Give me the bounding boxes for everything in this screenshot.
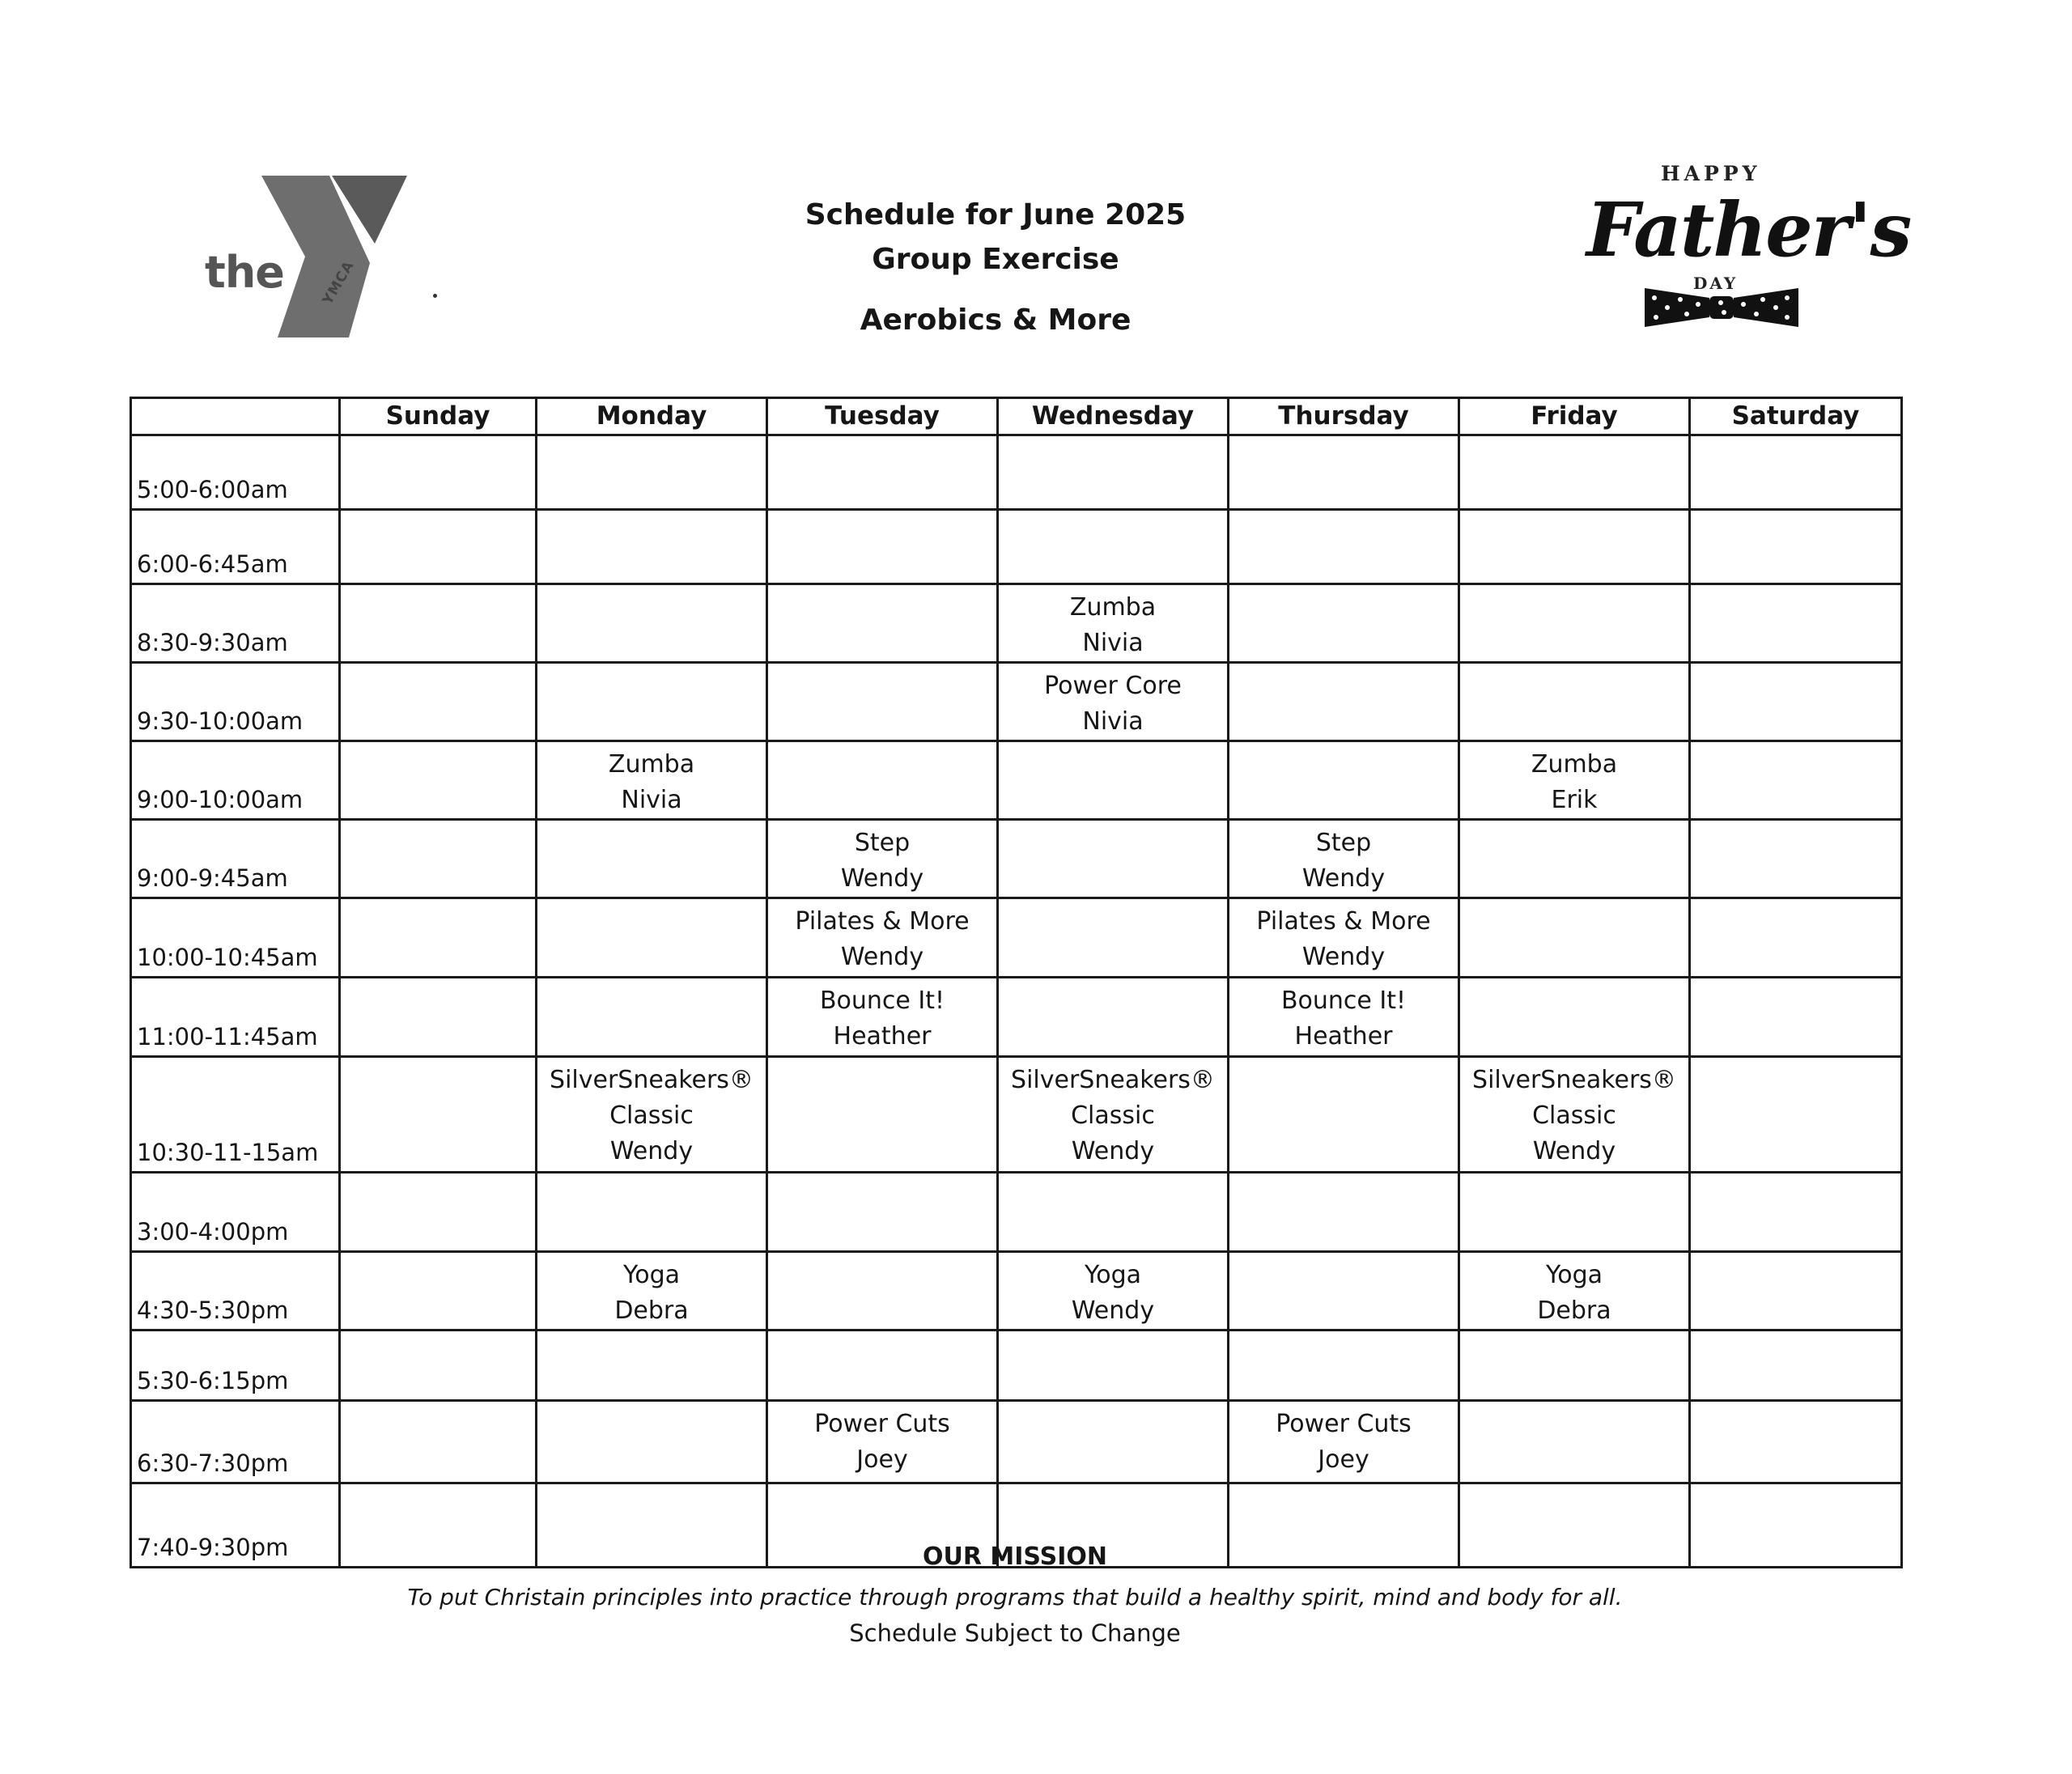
class-cell [998,1252,1229,1330]
class-cell [998,1057,1229,1173]
empty-cell [767,584,998,663]
empty-cell [537,584,767,663]
class-name: Pilates & More [1256,907,1431,936]
table-row [131,741,1902,820]
time-slot: 5:30-6:15pm [131,1330,340,1401]
empty-cell [1690,1330,1902,1401]
empty-cell [537,435,767,510]
empty-cell [340,1173,537,1252]
class-cell [767,820,998,898]
class-instructor: Wendy [1071,1137,1155,1165]
empty-cell [340,510,537,584]
empty-cell [767,1057,998,1173]
class-instructor: Nivia [1082,707,1144,736]
empty-cell [1690,663,1902,741]
class-cell [1459,1252,1690,1330]
empty-cell [1459,510,1690,584]
class-name: Pilates & More [795,907,970,936]
empty-cell [1690,435,1902,510]
day-header: Sunday [340,398,537,435]
time-slot: 6:30-7:30pm [131,1401,340,1483]
class-instructor: Wendy [1301,943,1386,971]
class-cell [1229,1401,1459,1483]
empty-cell [340,1252,537,1330]
empty-cell [1690,1057,1902,1173]
class-instructor: Wendy [840,943,924,971]
class-instructor: Erik [1551,786,1598,814]
table-row [131,1330,1902,1401]
class-name: Yoga [1084,1261,1142,1289]
empty-cell [340,898,537,978]
empty-cell [340,1330,537,1401]
empty-cell [537,898,767,978]
table-row [131,584,1902,663]
title-line-1: Schedule for June 2025 [805,198,1187,231]
class-cell [1229,898,1459,978]
class-cell [1459,741,1690,820]
logo-word: the [205,247,284,298]
table-row [131,1057,1902,1173]
empty-cell [537,1173,767,1252]
logo-ymca-text: YMCA [320,258,358,308]
empty-cell [537,820,767,898]
time-slot: 11:00-11:45am [131,978,340,1057]
class-cell [767,978,998,1057]
empty-cell [1690,741,1902,820]
mission-heading: OUR MISSION [922,1543,1108,1571]
class-cell [1459,1057,1690,1173]
class-name: Yoga [1545,1261,1603,1289]
table-row [131,1173,1902,1252]
mission-text: To put Christain principles into practice through programs that build a healthy spirit, mind and body for all. [407,1584,1623,1611]
time-slot: 8:30-9:30am [131,584,340,663]
class-cell [998,584,1229,663]
empty-cell [1690,978,1902,1057]
empty-cell [1229,663,1459,741]
class-name: Classic [609,1101,694,1130]
time-slot: 6:00-6:45am [131,510,340,584]
empty-cell [1229,1173,1459,1252]
empty-cell [1229,435,1459,510]
class-name: SilverSneakers® [1472,1066,1676,1094]
empty-cell [998,978,1229,1057]
empty-cell [340,663,537,741]
empty-cell [340,435,537,510]
title-line-2: Group Exercise [872,243,1119,276]
empty-cell [1459,663,1690,741]
empty-cell [340,584,537,663]
empty-cell [340,1401,537,1483]
empty-cell [1690,1401,1902,1483]
class-cell [1229,978,1459,1057]
class-name: Classic [1071,1101,1155,1130]
day-header: Monday [537,398,767,435]
empty-cell [1459,898,1690,978]
class-cell [1229,820,1459,898]
table-row [131,1252,1902,1330]
day-header: Saturday [1690,398,1902,435]
class-name: SilverSneakers® [1011,1066,1215,1094]
day-header: Friday [1459,398,1690,435]
time-slot: 9:30-10:00am [131,663,340,741]
empty-cell [767,510,998,584]
empty-cell [340,820,537,898]
empty-cell [537,1401,767,1483]
empty-cell [1690,1173,1902,1252]
empty-cell [1229,584,1459,663]
class-instructor: Debra [1537,1297,1611,1325]
logo-dot [433,294,437,298]
empty-cell [1459,435,1690,510]
empty-cell [1459,978,1690,1057]
empty-cell [537,978,767,1057]
empty-cell [1229,510,1459,584]
class-name: Bounce It! [1280,987,1407,1015]
class-name: Zumba [1531,750,1618,779]
bow-tie-icon [1645,283,1798,332]
class-name: Power Core [1044,672,1182,700]
empty-cell [1690,1252,1902,1330]
class-instructor: Joey [1318,1445,1369,1474]
class-instructor: Heather [833,1022,932,1050]
class-instructor: Heather [1294,1022,1393,1050]
empty-cell [767,741,998,820]
class-instructor: Joey [856,1445,908,1474]
class-name: Classic [1532,1101,1616,1130]
page-title [761,193,1230,342]
empty-cell [767,663,998,741]
class-cell [767,1401,998,1483]
empty-cell [1229,741,1459,820]
schedule-body [131,435,1902,1568]
class-name: Power Cuts [814,1410,950,1438]
empty-cell [1690,510,1902,584]
class-cell [537,1057,767,1173]
empty-cell [767,1330,998,1401]
empty-cell [767,1252,998,1330]
class-instructor: Debra [614,1297,689,1325]
class-cell [767,898,998,978]
class-instructor: Wendy [1301,864,1386,893]
class-cell [537,1252,767,1330]
empty-cell [340,741,537,820]
day-header: Tuesday [767,398,998,435]
schedule-note: Schedule Subject to Change [849,1619,1181,1647]
empty-cell [537,510,767,584]
empty-cell [1459,584,1690,663]
time-slot: 9:00-10:00am [131,741,340,820]
table-row [131,435,1902,510]
empty-cell [1229,1057,1459,1173]
time-slot: 7:40-9:30pm [131,1483,340,1568]
table-row [131,1401,1902,1483]
mission-section [130,1541,1900,1649]
class-instructor: Nivia [1082,629,1144,657]
empty-cell [1229,1252,1459,1330]
time-slot: 4:30-5:30pm [131,1252,340,1330]
ymca-logo [198,166,433,344]
empty-cell [998,435,1229,510]
table-row [131,978,1902,1057]
class-instructor: Wendy [840,864,924,893]
day-header-row [131,398,1902,435]
table-row [131,820,1902,898]
empty-cell [1459,820,1690,898]
fathers-day-badge [1570,154,1911,340]
day-header: Wednesday [998,398,1229,435]
time-slot: 10:00-10:45am [131,898,340,978]
class-name: Zumba [1069,593,1157,622]
empty-cell [537,663,767,741]
empty-cell [998,1330,1229,1401]
empty-cell [1229,1330,1459,1401]
empty-cell [767,435,998,510]
time-slot: 3:00-4:00pm [131,1173,340,1252]
empty-cell [1690,584,1902,663]
empty-cell [1459,1330,1690,1401]
table-row [131,898,1902,978]
empty-cell [998,1173,1229,1252]
badge-script: Father's [1586,186,1911,274]
class-cell [537,741,767,820]
day-header: Thursday [1229,398,1459,435]
schedule-table [130,397,1903,1568]
empty-cell [340,978,537,1057]
class-name: Yoga [622,1261,681,1289]
empty-cell [998,820,1229,898]
time-slot: 5:00-6:00am [131,435,340,510]
badge-happy: HAPPY [1661,162,1761,185]
class-name: Power Cuts [1276,1410,1412,1438]
empty-cell [1459,1401,1690,1483]
empty-cell [998,898,1229,978]
class-instructor: Nivia [621,786,682,814]
class-instructor: Wendy [1532,1137,1616,1165]
empty-cell [537,1330,767,1401]
time-slot: 10:30-11-15am [131,1057,340,1173]
table-row [131,663,1902,741]
empty-cell [1690,820,1902,898]
time-slot: 9:00-9:45am [131,820,340,898]
empty-cell [1459,1173,1690,1252]
class-instructor: Wendy [1071,1297,1155,1325]
badge-day: DAY [1693,274,1739,293]
empty-cell [998,1401,1229,1483]
class-instructor: Wendy [609,1137,694,1165]
class-cell [998,663,1229,741]
class-name: Bounce It! [819,987,945,1015]
empty-cell [767,1173,998,1252]
table-row [131,510,1902,584]
empty-cell [998,741,1229,820]
title-line-3: Aerobics & More [860,303,1132,337]
class-name: Step [1315,829,1372,857]
empty-cell [998,510,1229,584]
class-name: Zumba [608,750,695,779]
class-name: SilverSneakers® [550,1066,754,1094]
header-corner [131,398,340,435]
empty-cell [340,1057,537,1173]
empty-cell [1690,898,1902,978]
class-name: Step [854,829,911,857]
